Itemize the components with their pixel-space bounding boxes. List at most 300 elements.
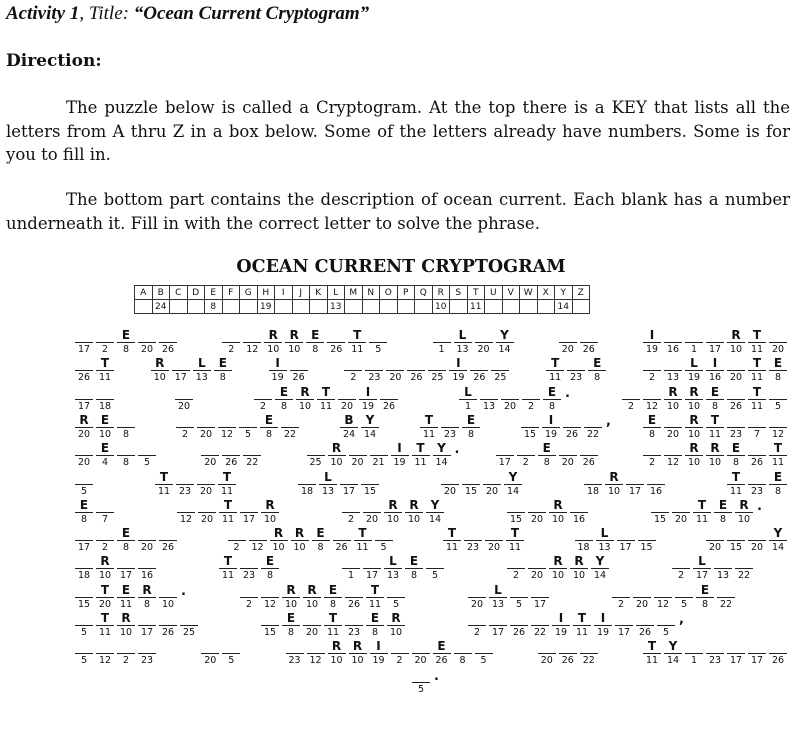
cipher-letter[interactable]: E xyxy=(100,412,110,427)
cipher-blank[interactable] xyxy=(543,399,561,400)
cipher-blank[interactable] xyxy=(138,455,156,456)
cipher-blank[interactable] xyxy=(769,342,787,343)
cipher-letter[interactable]: T xyxy=(510,526,520,541)
cipher-blank[interactable] xyxy=(348,342,366,343)
cipher-blank[interactable] xyxy=(327,342,345,343)
cipher-blank[interactable] xyxy=(342,568,360,569)
cipher-letter[interactable]: I xyxy=(600,611,606,625)
cipher-blank[interactable] xyxy=(96,427,114,428)
cipher-letter[interactable]: E xyxy=(121,328,131,342)
cipher-blank[interactable] xyxy=(647,484,665,485)
cipher-blank[interactable] xyxy=(96,597,114,598)
cipher-letter[interactable]: E xyxy=(121,582,131,597)
cipher-blank[interactable] xyxy=(96,512,114,513)
cipher-blank[interactable] xyxy=(559,455,577,456)
cipher-blank[interactable] xyxy=(405,512,423,513)
cipher-letter[interactable]: T xyxy=(370,582,380,597)
cipher-letter[interactable]: T xyxy=(647,639,657,654)
cipher-blank[interactable] xyxy=(270,540,288,541)
cipher-blank[interactable] xyxy=(584,427,602,428)
cipher-blank[interactable] xyxy=(366,597,384,598)
cipher-blank[interactable] xyxy=(727,484,745,485)
cipher-letter[interactable]: T xyxy=(416,441,425,456)
cipher-blank[interactable] xyxy=(496,455,514,456)
cipher-blank[interactable] xyxy=(664,427,682,428)
cipher-blank[interactable] xyxy=(748,484,766,485)
cipher-letter[interactable]: E xyxy=(265,554,275,569)
cipher-blank[interactable] xyxy=(269,370,287,371)
cipher-blank[interactable] xyxy=(312,540,330,541)
cipher-blank[interactable] xyxy=(643,399,661,400)
cipher-blank[interactable] xyxy=(384,512,402,513)
cipher-blank[interactable] xyxy=(117,625,135,626)
cipher-blank[interactable] xyxy=(75,568,93,569)
cipher-blank[interactable] xyxy=(344,370,362,371)
cipher-blank[interactable] xyxy=(261,568,279,569)
cipher-blank[interactable] xyxy=(391,455,409,456)
cipher-blank[interactable] xyxy=(412,653,430,654)
cipher-blank[interactable] xyxy=(559,342,577,343)
cipher-blank[interactable] xyxy=(426,568,444,569)
cipher-blank[interactable] xyxy=(468,625,486,626)
cipher-blank[interactable] xyxy=(387,597,405,598)
cipher-blank[interactable] xyxy=(521,427,539,428)
cipher-letter[interactable]: E xyxy=(409,554,419,569)
cipher-blank[interactable] xyxy=(685,653,703,654)
cipher-blank[interactable] xyxy=(117,427,135,428)
cipher-blank[interactable] xyxy=(138,625,156,626)
cipher-letter[interactable]: R xyxy=(689,384,699,399)
cipher-blank[interactable] xyxy=(222,342,240,343)
cipher-blank[interactable] xyxy=(342,512,360,513)
cipher-blank[interactable] xyxy=(638,540,656,541)
cipher-blank[interactable] xyxy=(504,484,522,485)
cipher-blank[interactable] xyxy=(365,370,383,371)
cipher-blank[interactable] xyxy=(328,455,346,456)
cipher-blank[interactable] xyxy=(696,597,714,598)
cipher-blank[interactable] xyxy=(363,568,381,569)
cipher-blank[interactable] xyxy=(138,540,156,541)
cipher-blank[interactable] xyxy=(281,427,299,428)
cipher-blank[interactable] xyxy=(349,653,367,654)
cipher-blank[interactable] xyxy=(201,653,219,654)
cipher-blank[interactable] xyxy=(748,455,766,456)
cipher-blank[interactable] xyxy=(261,625,279,626)
cipher-blank[interactable] xyxy=(468,597,486,598)
cipher-blank[interactable] xyxy=(340,484,358,485)
cipher-blank[interactable] xyxy=(748,427,766,428)
cipher-blank[interactable] xyxy=(260,427,278,428)
cipher-blank[interactable] xyxy=(462,427,480,428)
cipher-blank[interactable] xyxy=(769,653,787,654)
cipher-blank[interactable] xyxy=(542,427,560,428)
cipher-blank[interactable] xyxy=(570,512,588,513)
cipher-blank[interactable] xyxy=(596,540,614,541)
cipher-letter[interactable]: R xyxy=(331,441,342,456)
cipher-blank[interactable] xyxy=(643,342,661,343)
cipher-blank[interactable] xyxy=(470,370,488,371)
cipher-blank[interactable] xyxy=(222,653,240,654)
cipher-blank[interactable] xyxy=(307,653,325,654)
cipher-letter[interactable]: R xyxy=(553,497,563,512)
cipher-letter[interactable]: L xyxy=(389,554,397,569)
cipher-blank[interactable] xyxy=(338,399,356,400)
cipher-blank[interactable] xyxy=(531,597,549,598)
cipher-blank[interactable] xyxy=(176,427,194,428)
cipher-blank[interactable] xyxy=(303,625,321,626)
cipher-letter[interactable]: R xyxy=(574,554,584,569)
cipher-letter[interactable]: L xyxy=(458,328,467,342)
cipher-blank[interactable] xyxy=(449,370,467,371)
cipher-blank[interactable] xyxy=(685,427,703,428)
cipher-blank[interactable] xyxy=(296,399,314,400)
cipher-blank[interactable] xyxy=(664,399,682,400)
cipher-blank[interactable] xyxy=(657,625,675,626)
cipher-blank[interactable] xyxy=(138,568,156,569)
cipher-blank[interactable] xyxy=(685,455,703,456)
cipher-blank[interactable] xyxy=(546,370,564,371)
key-number-l[interactable]: 13 xyxy=(327,300,345,314)
cipher-letter[interactable]: Y xyxy=(437,441,446,456)
cipher-blank[interactable] xyxy=(285,342,303,343)
cipher-blank[interactable] xyxy=(528,512,546,513)
cipher-letter[interactable]: E xyxy=(710,384,720,399)
cipher-blank[interactable] xyxy=(538,653,556,654)
cipher-letter[interactable]: I xyxy=(558,611,564,625)
cipher-letter[interactable]: E xyxy=(773,469,783,484)
cipher-letter[interactable]: E xyxy=(542,441,551,456)
cipher-letter[interactable]: I xyxy=(365,384,371,399)
cipher-blank[interactable] xyxy=(441,484,459,485)
cipher-blank[interactable] xyxy=(685,399,703,400)
cipher-letter[interactable]: R xyxy=(731,328,741,342)
cipher-blank[interactable] xyxy=(317,399,335,400)
cipher-letter[interactable]: L xyxy=(324,469,332,484)
cipher-blank[interactable] xyxy=(345,625,363,626)
cipher-blank[interactable] xyxy=(96,370,114,371)
cipher-letter[interactable]: E xyxy=(593,356,602,371)
cipher-letter[interactable]: E xyxy=(547,384,557,399)
cipher-letter[interactable]: R xyxy=(689,412,699,427)
cipher-blank[interactable] xyxy=(693,512,711,513)
cipher-blank[interactable] xyxy=(672,568,690,569)
cipher-blank[interactable] xyxy=(706,455,724,456)
key-number-e[interactable]: 8 xyxy=(205,300,223,314)
cipher-letter[interactable]: E xyxy=(316,526,325,541)
cipher-letter[interactable]: I xyxy=(712,356,718,371)
cipher-blank[interactable] xyxy=(483,484,501,485)
cipher-blank[interactable] xyxy=(240,597,258,598)
key-number-y[interactable]: 14 xyxy=(555,300,573,314)
cipher-blank[interactable] xyxy=(538,455,556,456)
cipher-blank[interactable] xyxy=(175,399,193,400)
cipher-blank[interactable] xyxy=(489,625,507,626)
cipher-blank[interactable] xyxy=(454,342,472,343)
key-number-r[interactable]: 10 xyxy=(432,300,450,314)
cipher-blank[interactable] xyxy=(386,370,404,371)
key-number-h[interactable]: 19 xyxy=(257,300,275,314)
cipher-blank[interactable] xyxy=(675,597,693,598)
cipher-blank[interactable] xyxy=(75,625,93,626)
cipher-blank[interactable] xyxy=(459,399,477,400)
cipher-blank[interactable] xyxy=(622,399,640,400)
cipher-blank[interactable] xyxy=(180,625,198,626)
cipher-blank[interactable] xyxy=(303,597,321,598)
cipher-blank[interactable] xyxy=(489,597,507,598)
cipher-blank[interactable] xyxy=(218,484,236,485)
cipher-letter[interactable]: R xyxy=(409,497,419,512)
cipher-blank[interactable] xyxy=(290,370,308,371)
cipher-blank[interactable] xyxy=(664,342,682,343)
cipher-blank[interactable] xyxy=(433,342,451,343)
cipher-blank[interactable] xyxy=(714,568,732,569)
cipher-blank[interactable] xyxy=(748,370,766,371)
cipher-blank[interactable] xyxy=(75,399,93,400)
cipher-blank[interactable] xyxy=(615,625,633,626)
cipher-letter[interactable]: T xyxy=(100,611,110,625)
cipher-letter[interactable]: I xyxy=(548,412,554,427)
cipher-blank[interactable] xyxy=(573,625,591,626)
cipher-letter[interactable]: E xyxy=(286,611,296,625)
cipher-letter[interactable]: R xyxy=(289,328,299,342)
cipher-blank[interactable] xyxy=(570,568,588,569)
cipher-blank[interactable] xyxy=(441,427,459,428)
cipher-blank[interactable] xyxy=(643,455,661,456)
cipher-blank[interactable] xyxy=(380,399,398,400)
cipher-letter[interactable]: Y xyxy=(508,469,518,484)
cipher-blank[interactable] xyxy=(510,597,528,598)
key-number-b[interactable]: 24 xyxy=(152,300,170,314)
cipher-letter[interactable]: R xyxy=(100,554,110,569)
cipher-blank[interactable] xyxy=(559,653,577,654)
cipher-blank[interactable] xyxy=(117,653,135,654)
cipher-blank[interactable] xyxy=(193,370,211,371)
cipher-letter[interactable]: I xyxy=(397,441,402,456)
cipher-blank[interactable] xyxy=(428,370,446,371)
cipher-blank[interactable] xyxy=(748,540,766,541)
cipher-letter[interactable]: L xyxy=(690,356,698,371)
cipher-blank[interactable] xyxy=(594,625,612,626)
cipher-blank[interactable] xyxy=(706,540,724,541)
cipher-blank[interactable] xyxy=(510,625,528,626)
cipher-letter[interactable]: T xyxy=(731,469,741,484)
cipher-blank[interactable] xyxy=(361,484,379,485)
cipher-letter[interactable]: E xyxy=(311,328,320,342)
cipher-blank[interactable] xyxy=(117,455,135,456)
cipher-blank[interactable] xyxy=(218,427,236,428)
cipher-blank[interactable] xyxy=(531,625,549,626)
cipher-blank[interactable] xyxy=(501,399,519,400)
cipher-blank[interactable] xyxy=(522,399,540,400)
cipher-blank[interactable] xyxy=(717,597,735,598)
cipher-blank[interactable] xyxy=(96,625,114,626)
cipher-blank[interactable] xyxy=(769,540,787,541)
cipher-blank[interactable] xyxy=(340,427,358,428)
cipher-blank[interactable] xyxy=(506,540,524,541)
cipher-blank[interactable] xyxy=(240,568,258,569)
cipher-blank[interactable] xyxy=(159,625,177,626)
cipher-letter[interactable]: R xyxy=(388,497,398,512)
cipher-blank[interactable] xyxy=(664,455,682,456)
cipher-blank[interactable] xyxy=(727,540,745,541)
cipher-letter[interactable]: R xyxy=(265,497,275,512)
cipher-letter[interactable]: T xyxy=(752,356,762,371)
cipher-blank[interactable] xyxy=(176,484,194,485)
cipher-blank[interactable] xyxy=(361,427,379,428)
cipher-letter[interactable]: E xyxy=(370,611,380,625)
cipher-blank[interactable] xyxy=(552,625,570,626)
cipher-letter[interactable]: R xyxy=(294,526,305,541)
cipher-blank[interactable] xyxy=(228,540,246,541)
cipher-blank[interactable] xyxy=(664,370,682,371)
cipher-blank[interactable] xyxy=(239,427,257,428)
cipher-letter[interactable]: T xyxy=(773,441,783,456)
cipher-blank[interactable] xyxy=(475,342,493,343)
cipher-letter[interactable]: R xyxy=(391,611,401,625)
cipher-blank[interactable] xyxy=(563,427,581,428)
cipher-blank[interactable] xyxy=(222,455,240,456)
cipher-blank[interactable] xyxy=(643,370,661,371)
cipher-blank[interactable] xyxy=(349,455,367,456)
cipher-letter[interactable]: T xyxy=(697,497,707,512)
cipher-letter[interactable]: R xyxy=(286,582,296,597)
cipher-letter[interactable]: R xyxy=(609,469,619,484)
cipher-blank[interactable] xyxy=(517,455,535,456)
cipher-blank[interactable] xyxy=(324,625,342,626)
cipher-letter[interactable]: Y xyxy=(430,497,440,512)
cipher-blank[interactable] xyxy=(549,512,567,513)
cipher-letter[interactable]: T xyxy=(321,384,331,399)
cipher-blank[interactable] xyxy=(769,427,787,428)
cipher-blank[interactable] xyxy=(480,399,498,400)
cipher-letter[interactable]: I xyxy=(649,328,655,342)
cipher-blank[interactable] xyxy=(264,342,282,343)
cipher-letter[interactable]: Y xyxy=(500,328,509,342)
cipher-blank[interactable] xyxy=(605,484,623,485)
cipher-letter[interactable]: T xyxy=(159,469,169,484)
cipher-blank[interactable] xyxy=(282,597,300,598)
cipher-blank[interactable] xyxy=(333,540,351,541)
cipher-blank[interactable] xyxy=(243,342,261,343)
cipher-blank[interactable] xyxy=(96,568,114,569)
cipher-blank[interactable] xyxy=(177,512,195,513)
cipher-letter[interactable]: E xyxy=(437,639,446,654)
cipher-blank[interactable] xyxy=(298,484,316,485)
cipher-letter[interactable]: E xyxy=(100,441,110,456)
cipher-letter[interactable]: L xyxy=(494,582,502,597)
cipher-blank[interactable] xyxy=(359,399,377,400)
cipher-blank[interactable] xyxy=(575,540,593,541)
cipher-blank[interactable] xyxy=(138,342,156,343)
cipher-letter[interactable]: T xyxy=(577,611,587,625)
cipher-blank[interactable] xyxy=(443,540,461,541)
cipher-blank[interactable] xyxy=(672,512,690,513)
cipher-letter[interactable]: E xyxy=(79,497,89,512)
cipher-letter[interactable]: R xyxy=(300,384,310,399)
cipher-blank[interactable] xyxy=(706,427,724,428)
cipher-blank[interactable] xyxy=(307,455,325,456)
cipher-letter[interactable]: E xyxy=(466,412,476,427)
cipher-blank[interactable] xyxy=(75,370,93,371)
cipher-blank[interactable] xyxy=(96,455,114,456)
cipher-blank[interactable] xyxy=(651,512,669,513)
cipher-blank[interactable] xyxy=(219,512,237,513)
cipher-letter[interactable]: E xyxy=(731,441,741,456)
cipher-blank[interactable] xyxy=(735,512,753,513)
cipher-blank[interactable] xyxy=(748,342,766,343)
cipher-letter[interactable]: E xyxy=(700,582,710,597)
cipher-letter[interactable]: L xyxy=(698,554,706,569)
cipher-blank[interactable] xyxy=(491,370,509,371)
cipher-blank[interactable] xyxy=(433,455,451,456)
cipher-letter[interactable]: R xyxy=(689,441,699,456)
cipher-blank[interactable] xyxy=(172,370,190,371)
cipher-blank[interactable] xyxy=(584,484,602,485)
cipher-letter[interactable]: E xyxy=(718,497,728,512)
cipher-letter[interactable]: T xyxy=(222,469,232,484)
cipher-blank[interactable] xyxy=(249,540,267,541)
cipher-blank[interactable] xyxy=(636,625,654,626)
cipher-blank[interactable] xyxy=(769,455,787,456)
cipher-blank[interactable] xyxy=(159,540,177,541)
cipher-blank[interactable] xyxy=(727,427,745,428)
cipher-letter[interactable]: I xyxy=(376,639,381,654)
cipher-blank[interactable] xyxy=(261,512,279,513)
cipher-letter[interactable]: R xyxy=(121,611,131,625)
cipher-letter[interactable]: T xyxy=(328,611,338,625)
cipher-blank[interactable] xyxy=(588,370,606,371)
cipher-blank[interactable] xyxy=(138,653,156,654)
cipher-blank[interactable] xyxy=(96,399,114,400)
cipher-blank[interactable] xyxy=(282,625,300,626)
cipher-blank[interactable] xyxy=(643,653,661,654)
cipher-blank[interactable] xyxy=(354,540,372,541)
cipher-letter[interactable]: L xyxy=(464,384,472,399)
cipher-blank[interactable] xyxy=(426,512,444,513)
cipher-blank[interactable] xyxy=(412,455,430,456)
cipher-letter[interactable]: T xyxy=(752,384,762,399)
cipher-blank[interactable] xyxy=(748,399,766,400)
cipher-blank[interactable] xyxy=(769,370,787,371)
cipher-letter[interactable]: R xyxy=(142,582,152,597)
cipher-blank[interactable] xyxy=(75,342,93,343)
cipher-blank[interactable] xyxy=(735,568,753,569)
cipher-blank[interactable] xyxy=(369,342,387,343)
cipher-blank[interactable] xyxy=(727,370,745,371)
cipher-blank[interactable] xyxy=(769,484,787,485)
cipher-letter[interactable]: R xyxy=(268,328,278,342)
cipher-blank[interactable] xyxy=(706,653,724,654)
cipher-letter[interactable]: T xyxy=(710,412,720,427)
cipher-blank[interactable] xyxy=(706,399,724,400)
cipher-letter[interactable]: Y xyxy=(773,526,783,541)
cipher-blank[interactable] xyxy=(591,568,609,569)
cipher-letter[interactable]: R xyxy=(155,356,165,371)
cipher-blank[interactable] xyxy=(75,653,93,654)
cipher-blank[interactable] xyxy=(366,625,384,626)
cipher-blank[interactable] xyxy=(475,653,493,654)
cipher-letter[interactable]: T xyxy=(551,356,560,371)
cipher-letter[interactable]: I xyxy=(275,356,280,371)
cipher-letter[interactable]: T xyxy=(100,582,110,597)
cipher-blank[interactable] xyxy=(748,653,766,654)
cipher-blank[interactable] xyxy=(528,568,546,569)
cipher-blank[interactable] xyxy=(626,484,644,485)
cipher-blank[interactable] xyxy=(96,653,114,654)
cipher-letter[interactable]: I xyxy=(456,356,461,371)
cipher-blank[interactable] xyxy=(254,399,272,400)
cipher-blank[interactable] xyxy=(433,653,451,654)
